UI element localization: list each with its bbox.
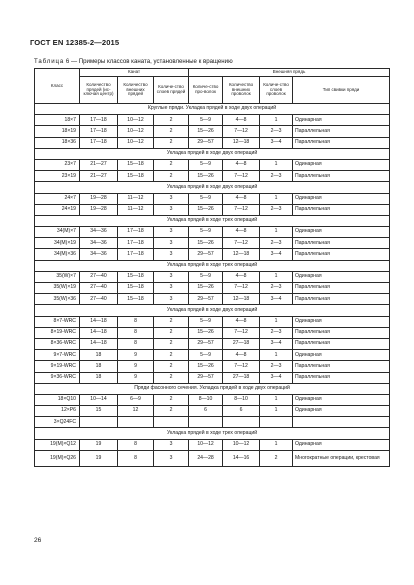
cell-lay-type: Одинарная [293, 350, 390, 361]
cell-wire-layers: 3—4 [260, 137, 293, 148]
cell-strand-layers: 2 [154, 126, 189, 137]
header-outer-strand-count: Количество внешних прядей [118, 77, 154, 104]
cell-outer-strand-count: 9 [118, 361, 154, 372]
cell-class: 3×Q24FC [35, 417, 80, 428]
cell-strand-count: 27—40 [80, 271, 118, 282]
cell-outer-wire-count: 4—8 [223, 271, 260, 282]
header-lay-type: Тип свивки пряди [293, 77, 390, 104]
table-row [35, 417, 390, 428]
cell-wire-count: 29—57 [189, 294, 223, 305]
cell-strand-layers: 3 [154, 227, 189, 238]
cell-outer-wire-count: 7—12 [223, 327, 260, 338]
cell-strand-count: 34—36 [80, 238, 118, 249]
cell-wire-layers: 1 [260, 406, 293, 417]
cell-strand-count: 34—36 [80, 249, 118, 260]
cell-class: 35(W)×36 [35, 294, 80, 305]
cell-class: 35(W)×7 [35, 271, 80, 282]
table-row [35, 126, 390, 137]
cell-outer-wire-count: 7—12 [223, 126, 260, 137]
cell-outer-wire-count: 7—12 [223, 171, 260, 182]
cell-strand-count: 19 [80, 439, 118, 450]
cell-outer-strand-count: 11—12 [118, 193, 154, 204]
cell-class: 24×19 [35, 204, 80, 215]
header-outer-wire-count: Количество внешних проволок [223, 77, 260, 104]
cell-outer-strand-count: 10—12 [118, 126, 154, 137]
cell-strand-count: 19—28 [80, 204, 118, 215]
section-title: Укладка прядей в ходе двух операций [35, 182, 390, 193]
cell-outer-wire-count: 4—8 [223, 115, 260, 126]
cell-strand-layers: 2 [154, 406, 189, 417]
header-row-groups [35, 69, 390, 77]
header-strand-layers: Количе-ство слоев прядей [154, 77, 189, 104]
header-strand-count: Количество прядей (ис-ключая центр) [80, 77, 118, 104]
cell-outer-strand-count: 8 [118, 439, 154, 450]
cell-wire-layers: 1 [260, 227, 293, 238]
cell-outer-strand-count: 8 [118, 338, 154, 349]
cell-wire-count: 29—57 [189, 338, 223, 349]
cell-outer-wire-count: 7—12 [223, 204, 260, 215]
cell-outer-strand-count [118, 417, 154, 428]
header-row-columns [35, 77, 390, 104]
cell-lay-type: Одинарная [293, 193, 390, 204]
cell-wire-count [189, 417, 223, 428]
cell-outer-wire-count [223, 417, 260, 428]
header-class: Класс [35, 69, 80, 104]
cell-class: 23×7 [35, 159, 80, 170]
cell-wire-layers: 1 [260, 271, 293, 282]
table-row [35, 361, 390, 372]
cell-lay-type: Одинарная [293, 316, 390, 327]
cell-strand-count: 21—27 [80, 171, 118, 182]
table-row [35, 271, 390, 282]
cell-outer-strand-count: 12 [118, 406, 154, 417]
cell-class: 35(W)×19 [35, 283, 80, 294]
cell-outer-wire-count: 27—18 [223, 338, 260, 349]
cell-wire-count: 15—26 [189, 171, 223, 182]
cell-wire-count: 24—28 [189, 450, 223, 466]
cell-strand-layers: 2 [154, 394, 189, 405]
cell-outer-strand-count: 6—9 [118, 394, 154, 405]
cell-strand-layers: 3 [154, 294, 189, 305]
cell-strand-layers: 2 [154, 316, 189, 327]
cell-wire-count: 6 [189, 406, 223, 417]
cell-outer-strand-count: 17—18 [118, 249, 154, 260]
cell-wire-count: 15—26 [189, 283, 223, 294]
cell-strand-layers: 3 [154, 271, 189, 282]
cell-outer-strand-count: 8 [118, 327, 154, 338]
cell-strand-layers: 2 [154, 137, 189, 148]
cell-class: 19(M)×Q26 [35, 450, 80, 466]
table-row [35, 159, 390, 170]
cell-wire-count: 5—9 [189, 271, 223, 282]
cell-outer-wire-count: 4—8 [223, 350, 260, 361]
table-row [35, 171, 390, 182]
table-row [35, 394, 390, 405]
cell-wire-count: 10—12 [189, 439, 223, 450]
cell-outer-wire-count: 4—8 [223, 227, 260, 238]
cell-wire-count: 29—57 [189, 137, 223, 148]
section-title: Пряди фасонного сечения. Укладка прядей в ходе двух операций [35, 383, 390, 394]
cell-lay-type [293, 417, 390, 428]
table-row [35, 450, 390, 466]
cell-wire-layers: 2—3 [260, 204, 293, 215]
cell-wire-layers: 3—4 [260, 294, 293, 305]
cell-strand-layers: 2 [154, 338, 189, 349]
cell-outer-wire-count: 4—8 [223, 316, 260, 327]
cell-lay-type: Многократные операции, крестовая [293, 450, 390, 466]
section-row [35, 305, 390, 316]
cell-class: 18×7 [35, 115, 80, 126]
cell-strand-layers: 3 [154, 439, 189, 450]
header-wire-count: Количе-ство про-волок [189, 77, 223, 104]
cell-wire-layers: 1 [260, 439, 293, 450]
section-title: Круглые пряди. Укладка прядей в ходе двух операций [35, 104, 390, 115]
cell-strand-count: 10—14 [80, 394, 118, 405]
cell-outer-strand-count: 17—18 [118, 238, 154, 249]
table-row [35, 238, 390, 249]
cell-class: 12×P6 [35, 406, 80, 417]
cell-wire-layers: 2—3 [260, 327, 293, 338]
cell-strand-layers: 2 [154, 159, 189, 170]
cell-strand-layers: 3 [154, 204, 189, 215]
cell-strand-layers: 3 [154, 450, 189, 466]
section-title: Укладка прядей в ходе трех операций [35, 428, 390, 439]
cell-wire-layers: 1 [260, 350, 293, 361]
cell-wire-count: 8—10 [189, 394, 223, 405]
cell-wire-count: 5—9 [189, 159, 223, 170]
cell-wire-count: 15—26 [189, 327, 223, 338]
cell-outer-strand-count: 8 [118, 450, 154, 466]
cell-lay-type: Одинарная [293, 115, 390, 126]
table-row [35, 327, 390, 338]
cell-outer-wire-count: 14—16 [223, 450, 260, 466]
cell-lay-type: Одинарная [293, 159, 390, 170]
cell-strand-count: 19—28 [80, 193, 118, 204]
cell-strand-layers: 2 [154, 327, 189, 338]
section-row [35, 148, 390, 159]
cell-strand-count: 14—18 [80, 327, 118, 338]
cell-outer-wire-count: 8—10 [223, 394, 260, 405]
section-row [35, 383, 390, 394]
cell-strand-layers: 2 [154, 361, 189, 372]
cell-outer-wire-count: 10—12 [223, 439, 260, 450]
caption-number: 6 [65, 58, 70, 65]
document-header: ГОСТ EN 12385-2—2015 [30, 38, 120, 47]
table-body [35, 104, 390, 467]
cell-outer-strand-count: 15—18 [118, 159, 154, 170]
cell-outer-strand-count: 9 [118, 372, 154, 383]
table-row [35, 406, 390, 417]
cell-outer-wire-count: 4—8 [223, 193, 260, 204]
cell-wire-layers: 3—4 [260, 372, 293, 383]
cell-outer-strand-count: 15—18 [118, 171, 154, 182]
cell-lay-type: Одинарная [293, 394, 390, 405]
cell-wire-layers: 2—3 [260, 238, 293, 249]
cell-outer-strand-count: 10—12 [118, 137, 154, 148]
cell-wire-layers: 2—3 [260, 283, 293, 294]
cell-class: 9×36-WRC [35, 372, 80, 383]
cell-strand-count: 21—27 [80, 159, 118, 170]
cell-class: 9×19-WRC [35, 361, 80, 372]
cell-outer-wire-count: 7—12 [223, 361, 260, 372]
cell-wire-count: 15—26 [189, 361, 223, 372]
table-row [35, 249, 390, 260]
section-title: Укладка прядей в ходе трех операций [35, 260, 390, 271]
cell-lay-type: Одинарная [293, 227, 390, 238]
cell-lay-type: Одинарная [293, 406, 390, 417]
cell-lay-type: Параллельная [293, 372, 390, 383]
cell-class: 9×7-WRC [35, 350, 80, 361]
cell-strand-layers: 3 [154, 193, 189, 204]
rope-classes-table [34, 68, 390, 467]
cell-class: 24×7 [35, 193, 80, 204]
cell-wire-count: 5—9 [189, 350, 223, 361]
section-row [35, 182, 390, 193]
cell-class: 18×Q10 [35, 394, 80, 405]
cell-outer-strand-count: 15—18 [118, 294, 154, 305]
cell-strand-layers: 2 [154, 372, 189, 383]
table-row [35, 283, 390, 294]
cell-outer-wire-count: 12—18 [223, 137, 260, 148]
cell-lay-type: Параллельная [293, 361, 390, 372]
cell-wire-layers: 2—3 [260, 171, 293, 182]
cell-class: 18×36 [35, 137, 80, 148]
cell-outer-wire-count: 12—18 [223, 249, 260, 260]
cell-wire-layers: 1 [260, 115, 293, 126]
cell-strand-count: 18 [80, 350, 118, 361]
cell-wire-layers: 1 [260, 159, 293, 170]
cell-outer-strand-count: 11—12 [118, 204, 154, 215]
cell-strand-count: 17—18 [80, 137, 118, 148]
section-title: Укладка прядей в ходе трех операций [35, 215, 390, 226]
cell-lay-type: Параллельная [293, 338, 390, 349]
cell-lay-type: Параллельная [293, 327, 390, 338]
cell-class: 8×19-WRC [35, 327, 80, 338]
cell-strand-count: 17—18 [80, 126, 118, 137]
cell-lay-type: Параллельная [293, 126, 390, 137]
section-row [35, 215, 390, 226]
cell-strand-count: 18 [80, 361, 118, 372]
cell-outer-strand-count: 9 [118, 350, 154, 361]
cell-lay-type: Одинарная [293, 271, 390, 282]
cell-lay-type: Параллельная [293, 204, 390, 215]
cell-outer-wire-count: 7—12 [223, 283, 260, 294]
cell-lay-type: Параллельная [293, 249, 390, 260]
cell-class: 34(M)×7 [35, 227, 80, 238]
cell-wire-layers: 3—4 [260, 249, 293, 260]
cell-wire-count: 5—9 [189, 193, 223, 204]
section-row [35, 428, 390, 439]
section-title: Укладка прядей в ходе двух операций [35, 148, 390, 159]
cell-lay-type: Параллельная [293, 238, 390, 249]
table-row [35, 294, 390, 305]
cell-class: 8×36-WRC [35, 338, 80, 349]
cell-outer-wire-count: 6 [223, 406, 260, 417]
cell-wire-layers: 2 [260, 450, 293, 466]
table-row [35, 193, 390, 204]
cell-strand-count: 15 [80, 406, 118, 417]
header-group-outer-strand: Внешняя прядь [189, 69, 390, 77]
section-title: Укладка прядей в ходе двух операций [35, 305, 390, 316]
caption-label: Таблица [34, 58, 65, 65]
header-wire-layers: Количе-ство слоев проволок [260, 77, 293, 104]
cell-lay-type: Параллельная [293, 283, 390, 294]
cell-lay-type: Параллельная [293, 171, 390, 182]
cell-strand-count: 18 [80, 372, 118, 383]
cell-outer-wire-count: 12—18 [223, 294, 260, 305]
cell-strand-layers: 3 [154, 238, 189, 249]
cell-strand-count: 27—40 [80, 294, 118, 305]
cell-class: 18×19 [35, 126, 80, 137]
table-row [35, 338, 390, 349]
cell-strand-count: 19 [80, 450, 118, 466]
cell-wire-layers: 2—3 [260, 126, 293, 137]
cell-wire-count: 5—9 [189, 316, 223, 327]
cell-strand-count: 14—18 [80, 338, 118, 349]
cell-outer-strand-count: 15—18 [118, 271, 154, 282]
cell-lay-type: Одинарная [293, 439, 390, 450]
cell-strand-layers: 3 [154, 283, 189, 294]
cell-wire-layers: 1 [260, 193, 293, 204]
cell-wire-count: 29—57 [189, 372, 223, 383]
cell-strand-layers: 2 [154, 350, 189, 361]
cell-wire-layers: 3—4 [260, 338, 293, 349]
cell-wire-layers [260, 417, 293, 428]
cell-wire-count: 5—9 [189, 115, 223, 126]
section-row [35, 104, 390, 115]
cell-outer-strand-count: 17—18 [118, 227, 154, 238]
cell-class: 34(M)×36 [35, 249, 80, 260]
cell-strand-count: 27—40 [80, 283, 118, 294]
cell-class: 34(M)×19 [35, 238, 80, 249]
page-number: 26 [34, 537, 42, 544]
cell-lay-type: Параллельная [293, 137, 390, 148]
cell-strand-layers: 2 [154, 115, 189, 126]
cell-strand-layers [154, 417, 189, 428]
table-row [35, 350, 390, 361]
cell-outer-strand-count: 10—12 [118, 115, 154, 126]
table-row [35, 137, 390, 148]
cell-outer-strand-count: 8 [118, 316, 154, 327]
cell-lay-type: Параллельная [293, 294, 390, 305]
cell-strand-count: 34—36 [80, 227, 118, 238]
section-row [35, 260, 390, 271]
header-group-rope: Канат [80, 69, 189, 77]
caption-title: — Примеры классов каната, установленные к вращению [71, 58, 233, 65]
table-row [35, 227, 390, 238]
table-row [35, 316, 390, 327]
cell-class: 8×7-WRC [35, 316, 80, 327]
table-row [35, 204, 390, 215]
cell-outer-wire-count: 4—8 [223, 159, 260, 170]
cell-outer-wire-count: 27—18 [223, 372, 260, 383]
cell-class: 19(M)×Q12 [35, 439, 80, 450]
cell-outer-wire-count: 7—12 [223, 238, 260, 249]
cell-wire-count: 5—9 [189, 227, 223, 238]
cell-strand-count: 14—18 [80, 316, 118, 327]
table-row [35, 439, 390, 450]
cell-wire-layers: 1 [260, 394, 293, 405]
cell-strand-count [80, 417, 118, 428]
cell-strand-layers: 3 [154, 249, 189, 260]
cell-wire-layers: 1 [260, 316, 293, 327]
cell-wire-count: 15—26 [189, 126, 223, 137]
table-row [35, 115, 390, 126]
table-row [35, 372, 390, 383]
cell-wire-layers: 2—3 [260, 361, 293, 372]
cell-strand-layers: 2 [154, 171, 189, 182]
cell-wire-count: 15—26 [189, 238, 223, 249]
cell-wire-count: 15—26 [189, 204, 223, 215]
table-caption [34, 58, 233, 65]
cell-strand-count: 17—18 [80, 115, 118, 126]
cell-outer-strand-count: 15—18 [118, 283, 154, 294]
cell-wire-count: 29—57 [189, 249, 223, 260]
cell-class: 23×19 [35, 171, 80, 182]
